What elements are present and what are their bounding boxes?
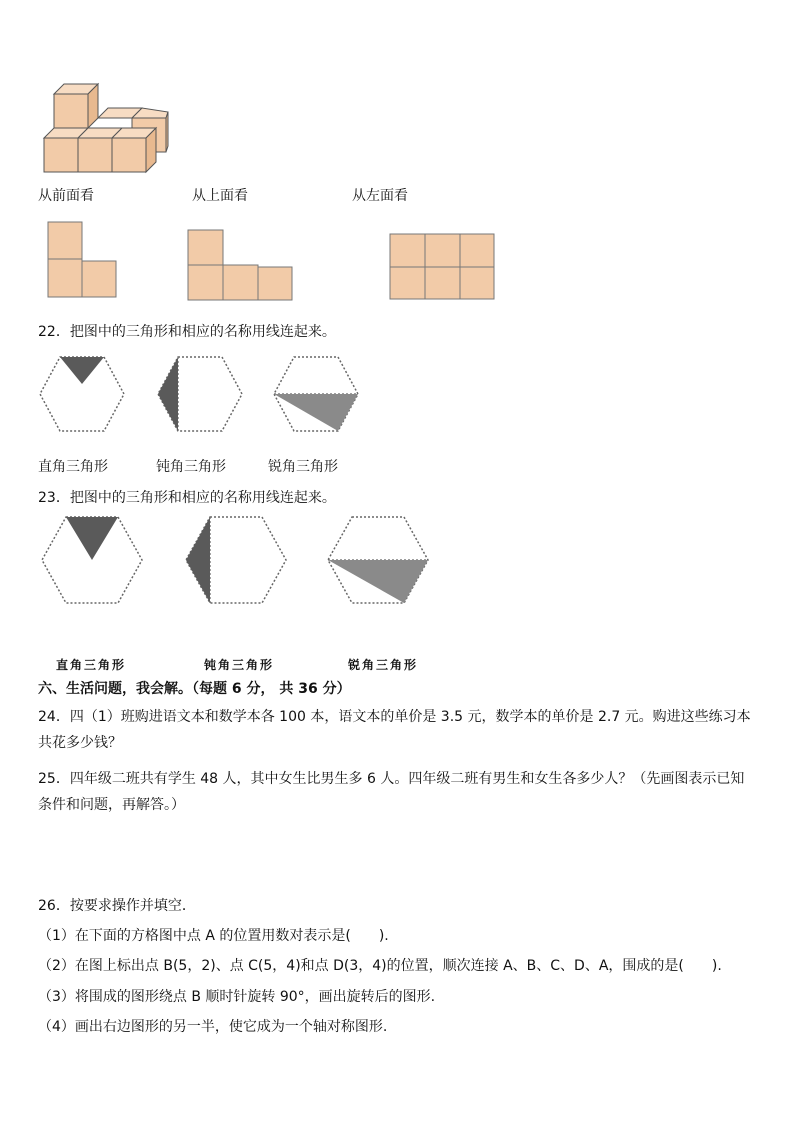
view-label-front: 从前面看: [38, 188, 94, 204]
left-view-figure: [388, 232, 498, 302]
q24-prompt: 24．四（1）班购进语文本和数学本各 100 本，语文本的单价是 3.5 元，数学本的单价是 2.7 元。购进这些练习本共花多少钱？: [38, 709, 751, 751]
q26-item-2: （2）在图上标出点 B(5，2)、点 C(5，4)和点 D(3，4)的位置，顺次连接 A、B、C、D、A，围成的是( ).: [38, 958, 722, 974]
q22-label-obtuse: 钝角三角形: [156, 459, 226, 475]
top-view-figure: [186, 228, 296, 302]
q26-item-3: （3）将围成的图形绕点 B 顺时针旋转 90°，画出旋转后的图形.: [38, 989, 436, 1005]
q22-label-right: 直角三角形: [38, 459, 108, 475]
q22-hexagon-right-triangle: [38, 354, 130, 434]
q26-prompt: 26．按要求操作并填空．: [38, 898, 196, 914]
q26-item-4: （4）画出右边图形的另一半，使它成为一个轴对称图形.: [38, 1019, 388, 1035]
q25-prompt: 25．四年级二班共有学生 48 人，其中女生比男生多 6 人。四年级二班有男生和女生各多少人？（先画图表示已知条件和问题，再解答。）: [38, 771, 745, 813]
q23-label-obtuse: 钝角三角形: [204, 658, 275, 672]
q23-hexagon-right-triangle: [40, 514, 146, 606]
view-label-top: 从上面看: [192, 188, 248, 204]
q23-hexagon-obtuse-triangle: [184, 514, 290, 606]
q22-prompt: 22．把图中的三角形和相应的名称用线连起来。: [38, 324, 336, 340]
cube-stack-figure: [40, 80, 175, 175]
q23-hexagon-acute-triangle: [326, 514, 432, 606]
q23-label-right: 直角三角形: [56, 658, 127, 672]
q22-hexagon-acute-triangle: [272, 354, 364, 434]
q23-label-acute: 锐角三角形: [348, 658, 419, 672]
q22-hexagon-obtuse-triangle: [156, 354, 248, 434]
q26-item-1: （1）在下面的方格图中点 A 的位置用数对表示是( ).: [38, 928, 389, 944]
q22-label-acute: 锐角三角形: [268, 459, 338, 475]
section-6-heading: 六、生活问题，我会解。（每题 6 分， 共 36 分）: [38, 681, 351, 697]
view-label-left: 从左面看: [352, 188, 408, 204]
front-view-figure: [46, 220, 120, 300]
q23-prompt: 23．把图中的三角形和相应的名称用线连起来。: [38, 490, 336, 506]
